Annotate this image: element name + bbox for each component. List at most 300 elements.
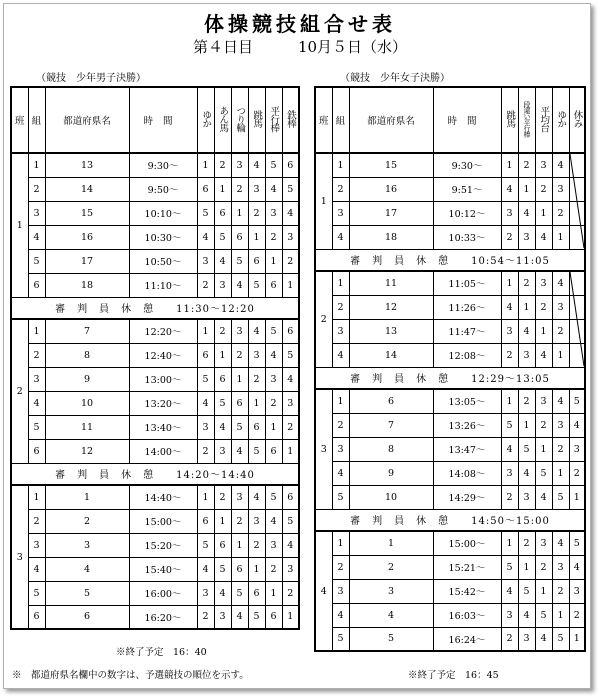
order-cell xyxy=(569,153,585,177)
order-cell: 5 xyxy=(248,605,265,629)
table-row xyxy=(11,343,299,367)
time-cell: 15:21～ xyxy=(433,555,501,579)
kumi-cell: 3 xyxy=(28,533,45,557)
prefecture-cell: 13 xyxy=(45,153,129,177)
order-cell: 2 xyxy=(518,531,535,555)
order-cell: 3 xyxy=(197,249,214,273)
order-cell: 2 xyxy=(552,319,569,343)
order-cell: 3 xyxy=(501,201,518,225)
time-cell: 10:33～ xyxy=(433,225,501,249)
order-cell: 2 xyxy=(552,437,569,461)
order-cell: 1 xyxy=(282,273,299,297)
order-cell: 5 xyxy=(265,319,282,343)
header-time-label: 時間 xyxy=(447,116,487,127)
kumi-cell: 3 xyxy=(332,437,349,461)
order-cell: 3 xyxy=(501,603,518,627)
order-cell: 2 xyxy=(214,485,231,509)
order-cell: 4 xyxy=(535,343,552,367)
order-cell: 2 xyxy=(552,579,569,603)
header-vault xyxy=(501,87,518,153)
order-cell: 1 xyxy=(552,603,569,627)
prefecture-cell: 17 xyxy=(45,249,129,273)
order-cell xyxy=(569,343,585,367)
order-cell: 2 xyxy=(265,557,282,581)
order-cell: 3 xyxy=(214,273,231,297)
order-cell: 3 xyxy=(265,201,282,225)
time-cell: 13:40～ xyxy=(129,415,197,439)
han-cell: 3 xyxy=(315,389,332,509)
header-beam xyxy=(535,87,552,153)
time-cell: 15:00～ xyxy=(129,509,197,533)
time-cell: 9:51～ xyxy=(433,177,501,201)
order-cell: 3 xyxy=(535,531,552,555)
time-cell: 13:05～ xyxy=(433,389,501,413)
order-cell: 2 xyxy=(282,415,299,439)
order-cell: 1 xyxy=(231,367,248,391)
header-prefecture: 都道府県名 xyxy=(349,87,433,153)
order-cell xyxy=(569,295,585,319)
time-cell: 11:05～ xyxy=(433,271,501,295)
prefecture-cell: 9 xyxy=(45,367,129,391)
kumi-cell: 1 xyxy=(332,531,349,555)
order-cell: 2 xyxy=(197,605,214,629)
han-cell: 4 xyxy=(315,531,332,651)
table-row xyxy=(11,225,299,249)
order-cell: 5 xyxy=(535,461,552,485)
prefecture-cell: 5 xyxy=(45,581,129,605)
table-row xyxy=(315,531,585,555)
time-cell: 12:08～ xyxy=(433,343,501,367)
table-row xyxy=(11,319,299,343)
prefecture-cell: 15 xyxy=(45,201,129,225)
kumi-cell: 6 xyxy=(28,439,45,463)
prefecture-cell: 11 xyxy=(45,415,129,439)
order-cell: 6 xyxy=(282,153,299,177)
order-cell: 4 xyxy=(197,557,214,581)
time-cell: 10:10～ xyxy=(129,201,197,225)
order-cell xyxy=(569,225,585,249)
order-cell: 5 xyxy=(552,485,569,509)
order-cell: 4 xyxy=(282,533,299,557)
header-floor-label: ゆか xyxy=(200,110,212,127)
prefecture-cell: 14 xyxy=(349,343,433,367)
table-row xyxy=(315,225,585,249)
kumi-cell: 5 xyxy=(332,485,349,509)
order-cell: 1 xyxy=(552,343,569,367)
prefecture-cell: 2 xyxy=(349,555,433,579)
order-cell: 3 xyxy=(231,485,248,509)
order-cell: 2 xyxy=(231,343,248,367)
kumi-cell: 3 xyxy=(332,201,349,225)
kumi-cell: 1 xyxy=(28,485,45,509)
order-cell: 5 xyxy=(501,413,518,437)
boys-schedule-table xyxy=(10,86,300,630)
han-cell: 2 xyxy=(11,319,28,463)
order-cell: 3 xyxy=(535,153,552,177)
order-cell: 6 xyxy=(231,391,248,415)
order-cell: 1 xyxy=(569,627,585,651)
order-cell: 2 xyxy=(282,249,299,273)
header-rings-label: つり輪 xyxy=(234,105,246,132)
order-cell: 6 xyxy=(197,509,214,533)
order-cell: 4 xyxy=(214,249,231,273)
order-cell: 2 xyxy=(501,343,518,367)
order-cell: 6 xyxy=(231,557,248,581)
order-cell: 4 xyxy=(248,319,265,343)
prefecture-cell: 18 xyxy=(349,225,433,249)
order-cell: 2 xyxy=(197,273,214,297)
order-cell: 5 xyxy=(535,603,552,627)
table-row xyxy=(315,603,585,627)
order-cell: 3 xyxy=(518,627,535,651)
order-cell: 5 xyxy=(231,415,248,439)
time-cell: 15:00～ xyxy=(433,531,501,555)
han-cell: 3 xyxy=(11,485,28,629)
order-cell: 1 xyxy=(569,485,585,509)
prefecture-cell: 1 xyxy=(349,531,433,555)
order-cell: 3 xyxy=(552,177,569,201)
header-han: 班 xyxy=(11,87,28,153)
order-cell: 5 xyxy=(248,439,265,463)
table-row xyxy=(315,579,585,603)
header-time xyxy=(433,87,501,153)
prefecture-cell: 16 xyxy=(45,225,129,249)
order-cell: 5 xyxy=(282,177,299,201)
table-row xyxy=(11,509,299,533)
prefecture-cell: 3 xyxy=(45,533,129,557)
girls-end-note: ※終了予定 16：45 xyxy=(408,670,499,681)
order-cell: 4 xyxy=(501,177,518,201)
order-cell: 4 xyxy=(265,509,282,533)
header-rest-label: 休み xyxy=(571,110,583,127)
prefecture-cell: 11 xyxy=(349,271,433,295)
prefecture-cell: 6 xyxy=(45,605,129,629)
order-cell: 2 xyxy=(518,153,535,177)
order-cell: 5 xyxy=(197,201,214,225)
order-cell: 4 xyxy=(501,437,518,461)
order-cell: 6 xyxy=(265,273,282,297)
header-vault-label: 跳馬 xyxy=(504,110,516,127)
order-cell: 3 xyxy=(282,557,299,581)
order-cell: 4 xyxy=(518,201,535,225)
header-han: 班 xyxy=(315,87,332,153)
kumi-cell: 2 xyxy=(332,295,349,319)
order-cell: 3 xyxy=(569,579,585,603)
order-cell: 4 xyxy=(552,389,569,413)
order-cell: 2 xyxy=(501,485,518,509)
han-cell: 2 xyxy=(315,271,332,367)
order-cell: 4 xyxy=(231,605,248,629)
table-row xyxy=(315,485,585,509)
order-cell: 1 xyxy=(248,557,265,581)
table-row xyxy=(11,581,299,605)
order-cell: 4 xyxy=(214,415,231,439)
prefecture-cell: 9 xyxy=(349,461,433,485)
header-rings xyxy=(231,87,248,153)
time-cell: 13:00～ xyxy=(129,367,197,391)
table-row xyxy=(11,605,299,629)
kumi-cell: 4 xyxy=(332,461,349,485)
order-cell: 4 xyxy=(282,367,299,391)
order-cell: 6 xyxy=(214,533,231,557)
order-cell: 1 xyxy=(552,225,569,249)
order-cell: 1 xyxy=(231,201,248,225)
header-ubars xyxy=(518,87,535,153)
kumi-cell: 3 xyxy=(28,201,45,225)
prefecture-cell: 6 xyxy=(349,389,433,413)
order-cell: 3 xyxy=(569,437,585,461)
table-row xyxy=(315,201,585,225)
order-cell: 3 xyxy=(282,225,299,249)
header-pbars-label: 平行棒 xyxy=(268,105,280,132)
order-cell: 5 xyxy=(197,367,214,391)
time-cell: 14:08～ xyxy=(433,461,501,485)
order-cell: 1 xyxy=(552,461,569,485)
prefecture-cell: 2 xyxy=(45,509,129,533)
order-cell: 4 xyxy=(265,177,282,201)
order-cell: 1 xyxy=(197,485,214,509)
order-cell: 4 xyxy=(197,225,214,249)
order-cell: 2 xyxy=(535,295,552,319)
order-cell: 3 xyxy=(518,485,535,509)
order-cell: 1 xyxy=(248,391,265,415)
girls-schedule-table xyxy=(314,86,586,652)
kumi-cell: 2 xyxy=(28,177,45,201)
table-row xyxy=(11,249,299,273)
header-kumi: 組 xyxy=(28,87,45,153)
break-row xyxy=(315,367,585,389)
time-cell: 9:50～ xyxy=(129,177,197,201)
order-cell: 5 xyxy=(518,437,535,461)
order-cell: 1 xyxy=(214,177,231,201)
order-cell: 3 xyxy=(518,343,535,367)
order-cell: 3 xyxy=(265,533,282,557)
order-cell: 6 xyxy=(197,177,214,201)
order-cell: 4 xyxy=(231,273,248,297)
order-cell: 1 xyxy=(282,439,299,463)
prefecture-cell: 5 xyxy=(349,627,433,651)
table-row xyxy=(11,533,299,557)
order-cell: 2 xyxy=(265,391,282,415)
order-cell: 2 xyxy=(231,509,248,533)
kumi-cell: 2 xyxy=(332,413,349,437)
kumi-cell: 1 xyxy=(332,153,349,177)
table-row xyxy=(11,367,299,391)
girls-caption: （競技 少年女子決勝） xyxy=(340,73,450,84)
order-cell: 5 xyxy=(214,391,231,415)
order-cell: 2 xyxy=(214,153,231,177)
table-row xyxy=(315,295,585,319)
referee-break-label: 審 判 員 休 憩 10:54～11:05 xyxy=(315,249,585,271)
referee-break-label: 審 判 員 休 憩 14:50～15:00 xyxy=(315,509,585,531)
order-cell: 5 xyxy=(248,273,265,297)
order-cell: 5 xyxy=(282,509,299,533)
header-vault xyxy=(248,87,265,153)
time-cell: 15:40～ xyxy=(129,557,197,581)
order-cell: 4 xyxy=(282,201,299,225)
order-cell: 4 xyxy=(535,225,552,249)
han-cell: 1 xyxy=(11,153,28,297)
referee-break-label: 審 判 員 休 憩 14:20～14:40 xyxy=(11,463,299,485)
order-cell: 3 xyxy=(248,343,265,367)
header-pommel xyxy=(214,87,231,153)
order-cell: 4 xyxy=(214,581,231,605)
header-time-label: 時間 xyxy=(143,116,183,127)
order-cell: 6 xyxy=(248,249,265,273)
prefecture-cell: 1 xyxy=(45,485,129,509)
order-cell: 2 xyxy=(197,439,214,463)
order-cell: 3 xyxy=(282,391,299,415)
order-cell: 2 xyxy=(265,225,282,249)
order-cell: 6 xyxy=(248,581,265,605)
order-cell: 3 xyxy=(552,555,569,579)
order-cell: 2 xyxy=(552,201,569,225)
table-row xyxy=(315,389,585,413)
order-cell: 1 xyxy=(501,271,518,295)
kumi-cell: 5 xyxy=(28,581,45,605)
break-row xyxy=(11,463,299,485)
order-cell: 2 xyxy=(248,201,265,225)
header-time xyxy=(129,87,197,153)
prefecture-cell: 8 xyxy=(45,343,129,367)
order-cell: 5 xyxy=(231,249,248,273)
header-floor xyxy=(552,87,569,153)
table-row xyxy=(315,627,585,651)
order-cell: 3 xyxy=(197,581,214,605)
order-cell: 6 xyxy=(282,485,299,509)
order-cell: 4 xyxy=(197,391,214,415)
order-cell: 1 xyxy=(518,295,535,319)
order-cell: 1 xyxy=(501,389,518,413)
kumi-cell: 1 xyxy=(332,271,349,295)
table-row xyxy=(315,555,585,579)
boys-header-row xyxy=(11,87,299,153)
page-title: 体操競技組合せ表 xyxy=(204,12,396,36)
kumi-cell: 2 xyxy=(28,509,45,533)
order-cell: 2 xyxy=(282,581,299,605)
kumi-cell: 6 xyxy=(28,273,45,297)
order-cell: 5 xyxy=(282,343,299,367)
time-cell: 13:47～ xyxy=(433,437,501,461)
order-cell: 3 xyxy=(265,367,282,391)
table-row xyxy=(315,343,585,367)
order-cell: 5 xyxy=(265,485,282,509)
order-cell: 2 xyxy=(535,413,552,437)
kumi-cell: 4 xyxy=(332,343,349,367)
order-cell: 5 xyxy=(214,225,231,249)
order-cell: 5 xyxy=(501,555,518,579)
kumi-cell: 2 xyxy=(332,177,349,201)
order-cell: 2 xyxy=(569,603,585,627)
kumi-cell: 4 xyxy=(28,391,45,415)
prefecture-cell: 8 xyxy=(349,437,433,461)
order-cell: 4 xyxy=(231,439,248,463)
prefecture-cell: 4 xyxy=(45,557,129,581)
order-cell: 4 xyxy=(552,271,569,295)
order-cell: 1 xyxy=(265,581,282,605)
order-cell: 3 xyxy=(248,177,265,201)
table-row xyxy=(11,177,299,201)
order-cell: 6 xyxy=(248,415,265,439)
order-cell: 4 xyxy=(265,343,282,367)
order-cell: 1 xyxy=(518,413,535,437)
time-cell: 14:40～ xyxy=(129,485,197,509)
order-cell: 3 xyxy=(552,295,569,319)
order-cell: 3 xyxy=(231,319,248,343)
time-cell: 15:42～ xyxy=(433,579,501,603)
header-floor-label: ゆか xyxy=(555,110,567,127)
order-cell: 1 xyxy=(231,533,248,557)
order-cell: 5 xyxy=(214,557,231,581)
kumi-cell: 3 xyxy=(28,367,45,391)
order-cell: 3 xyxy=(231,153,248,177)
order-cell: 4 xyxy=(535,627,552,651)
order-cell: 2 xyxy=(535,555,552,579)
order-cell: 4 xyxy=(552,531,569,555)
break-row xyxy=(315,249,585,271)
order-cell: 6 xyxy=(265,439,282,463)
table-row xyxy=(11,439,299,463)
time-cell: 10:50～ xyxy=(129,249,197,273)
prefecture-cell: 10 xyxy=(349,485,433,509)
time-cell: 12:20～ xyxy=(129,319,197,343)
kumi-cell: 3 xyxy=(332,319,349,343)
table-row xyxy=(11,273,299,297)
header-hbar xyxy=(282,87,299,153)
order-cell: 1 xyxy=(265,249,282,273)
prefecture-cell: 13 xyxy=(349,319,433,343)
order-cell xyxy=(569,177,585,201)
prefecture-cell: 7 xyxy=(45,319,129,343)
order-cell: 4 xyxy=(569,555,585,579)
order-cell: 4 xyxy=(518,461,535,485)
order-cell: 4 xyxy=(518,319,535,343)
time-cell: 16:03～ xyxy=(433,603,501,627)
order-cell: 1 xyxy=(518,555,535,579)
order-cell: 1 xyxy=(282,605,299,629)
order-cell: 3 xyxy=(214,439,231,463)
kumi-cell: 4 xyxy=(28,225,45,249)
table-row xyxy=(11,391,299,415)
time-cell: 16:24～ xyxy=(433,627,501,651)
page-subtitle: 第４日目 10月５日（水） xyxy=(192,38,408,56)
order-cell xyxy=(569,319,585,343)
kumi-cell: 1 xyxy=(332,389,349,413)
order-cell: 1 xyxy=(197,153,214,177)
girls-header-row xyxy=(315,87,585,153)
prefecture-cell: 12 xyxy=(45,439,129,463)
header-pbars xyxy=(265,87,282,153)
order-cell: 1 xyxy=(535,437,552,461)
order-cell: 4 xyxy=(248,153,265,177)
prefecture-cell: 10 xyxy=(45,391,129,415)
prefecture-cell: 16 xyxy=(349,177,433,201)
header-hbar-label: 鉄棒 xyxy=(285,110,296,127)
break-row xyxy=(315,509,585,531)
order-cell: 5 xyxy=(197,533,214,557)
kumi-cell: 1 xyxy=(28,153,45,177)
order-cell: 6 xyxy=(231,225,248,249)
time-cell: 15:20～ xyxy=(129,533,197,557)
order-cell: 2 xyxy=(248,533,265,557)
order-cell: 3 xyxy=(214,605,231,629)
order-cell: 6 xyxy=(265,605,282,629)
time-cell: 11:47～ xyxy=(433,319,501,343)
header-prefecture: 都道府県名 xyxy=(45,87,129,153)
time-cell: 11:10～ xyxy=(129,273,197,297)
table-row xyxy=(315,413,585,437)
order-cell: 3 xyxy=(535,389,552,413)
